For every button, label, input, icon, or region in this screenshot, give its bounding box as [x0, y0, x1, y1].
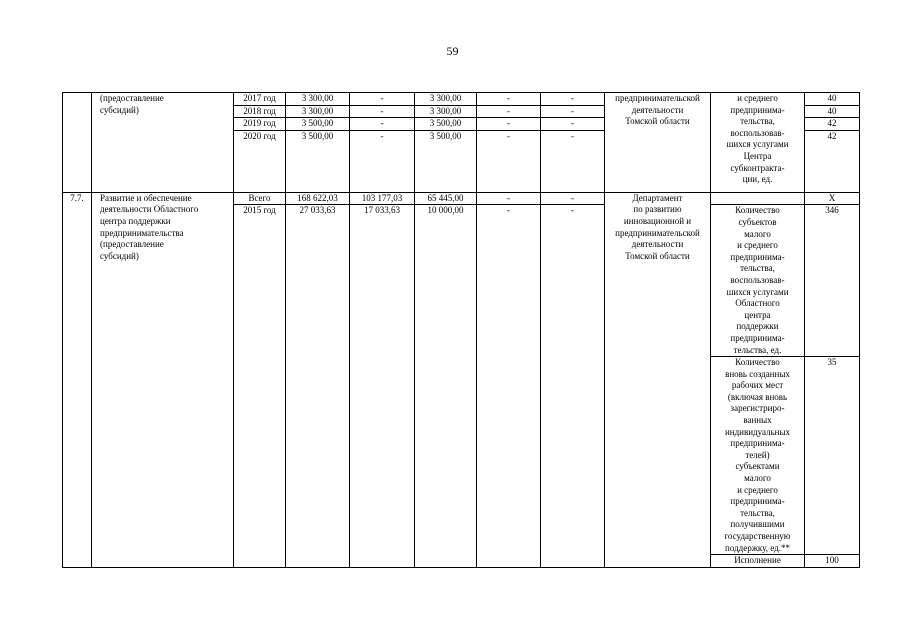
- regional-cell: 3 300,00: [415, 93, 477, 106]
- year-cell: 2019 год: [234, 118, 286, 131]
- target-value-cell: 40: [805, 93, 860, 106]
- regional-cell: 10 000,00: [415, 205, 477, 567]
- activity-name-cell: Развитие и обеспечение деятельности Областного центра поддержки предпринимательства (предоставление субсидий): [92, 192, 234, 567]
- other-cell: -: [541, 192, 605, 205]
- total-cell: 168 622,03: [286, 192, 350, 205]
- local-cell: -: [477, 93, 541, 106]
- regional-cell: 3 500,00: [415, 118, 477, 131]
- federal-cell: -: [350, 130, 415, 192]
- target-value-cell: 100: [805, 555, 860, 568]
- table-row: [63, 192, 860, 205]
- program-table: [62, 92, 860, 568]
- federal-cell: 17 033,63: [350, 205, 415, 567]
- total-cell: 3 300,00: [286, 93, 350, 106]
- federal-cell: -: [350, 118, 415, 131]
- regional-cell: 3 500,00: [415, 130, 477, 192]
- regional-cell: 65 445,00: [415, 192, 477, 205]
- other-cell: -: [541, 118, 605, 131]
- target-value-cell: 40: [805, 105, 860, 118]
- year-cell: 2017 год: [234, 93, 286, 106]
- local-cell: -: [477, 130, 541, 192]
- total-cell: 3 300,00: [286, 105, 350, 118]
- year-cell: 2015 год: [234, 205, 286, 567]
- local-cell: -: [477, 105, 541, 118]
- federal-cell: 103 177,03: [350, 192, 415, 205]
- executor-cell: предпринимательской деятельности Томской области: [605, 93, 711, 193]
- other-cell: -: [541, 130, 605, 192]
- year-cell: 2020 год: [234, 130, 286, 192]
- total-cell: 3 500,00: [286, 118, 350, 131]
- regional-cell: 3 300,00: [415, 105, 477, 118]
- year-cell: Всего: [234, 192, 286, 205]
- table-row: [63, 93, 860, 106]
- activity-name-cell: (предоставление субсидий): [92, 93, 234, 193]
- indicator-cell: и среднего предпринима- тельства, воспользовав- шихся услугами Центра субконтракта- ции, ед.: [711, 93, 805, 193]
- total-cell: 3 500,00: [286, 130, 350, 192]
- target-value-cell: 42: [805, 118, 860, 131]
- total-cell: 27 033,63: [286, 205, 350, 567]
- indicator-cell: [711, 192, 805, 205]
- local-cell: -: [477, 205, 541, 567]
- other-cell: -: [541, 93, 605, 106]
- target-value-cell: Х: [805, 192, 860, 205]
- federal-cell: -: [350, 93, 415, 106]
- federal-cell: -: [350, 105, 415, 118]
- target-value-cell: 346: [805, 205, 860, 357]
- local-cell: -: [477, 118, 541, 131]
- page-number: 59: [446, 44, 459, 58]
- year-cell: 2018 год: [234, 105, 286, 118]
- indicator-cell: Количество субъектов малого и среднего предпринима- тельства, воспользовав- шихся услугами Областного центра поддержки предпринима- тельства, ед.: [711, 205, 805, 357]
- other-cell: -: [541, 105, 605, 118]
- target-value-cell: 42: [805, 130, 860, 192]
- local-cell: -: [477, 192, 541, 205]
- num-cell: [63, 93, 92, 193]
- num-cell: 7.7.: [63, 192, 92, 567]
- other-cell: -: [541, 205, 605, 567]
- indicator-cell: Количество вновь созданных рабочих мест (включая вновь зарегистриро- ванных индивидуальных предпринима- телей) субъектами малого и среднего предпринима- тельства, получившими государственную поддержку, ед.**: [711, 357, 805, 555]
- executor-cell: Департамент по развитию инновационной и предпринимательской деятельности Томской области: [605, 192, 711, 567]
- indicator-cell: Исполнение: [711, 555, 805, 568]
- target-value-cell: 35: [805, 357, 860, 555]
